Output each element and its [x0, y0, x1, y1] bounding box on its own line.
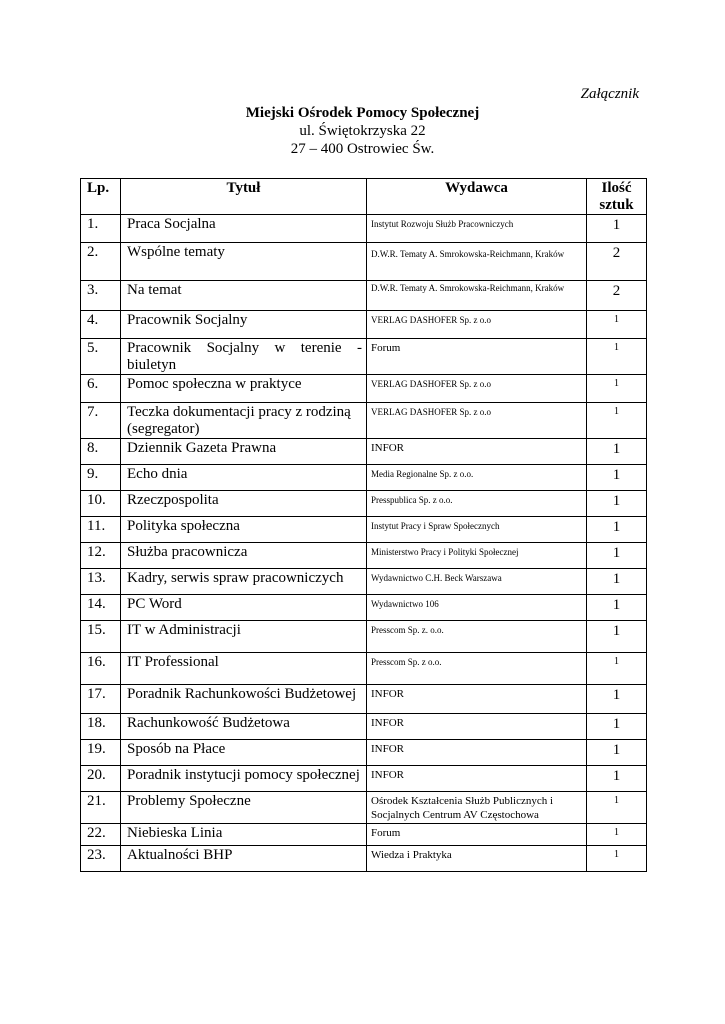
row-number: 13. [81, 569, 121, 595]
row-quantity: 1 [587, 740, 647, 766]
table-row [81, 439, 647, 465]
row-quantity: 1 [587, 595, 647, 621]
annex-label: Załącznik [580, 86, 639, 102]
row-number: 6. [81, 375, 121, 403]
row-number: 5. [81, 339, 121, 375]
row-title: PC Word [121, 595, 367, 621]
row-publisher: Media Regionalne Sp. z o.o. [367, 465, 587, 491]
row-number: 3. [81, 281, 121, 311]
row-title: IT w Administracji [121, 621, 367, 653]
table-row [81, 766, 647, 792]
row-title: Sposób na Płace [121, 740, 367, 766]
row-quantity: 1 [587, 339, 647, 375]
table-row [81, 685, 647, 714]
column-header-publisher: Wydawca [367, 179, 587, 215]
row-publisher: VERLAG DASHOFER Sp. z o.o [367, 311, 587, 339]
row-publisher: Wydawnictwo 106 [367, 595, 587, 621]
table-row [81, 824, 647, 846]
table-row [81, 375, 647, 403]
row-quantity: 1 [587, 685, 647, 714]
row-quantity: 2 [587, 281, 647, 311]
row-publisher: INFOR [367, 740, 587, 766]
row-quantity: 1 [587, 653, 647, 685]
row-publisher: Instytut Pracy i Spraw Społecznych [367, 517, 587, 543]
row-number: 18. [81, 714, 121, 740]
row-quantity: 1 [587, 824, 647, 846]
table-row [81, 595, 647, 621]
row-title: Praca Socjalna [121, 215, 367, 243]
table-header-row [81, 179, 647, 215]
row-publisher: INFOR [367, 439, 587, 465]
row-title: Rachunkowość Budżetowa [121, 714, 367, 740]
row-title: Na temat [121, 281, 367, 311]
row-number: 23. [81, 846, 121, 872]
row-number: 2. [81, 243, 121, 281]
row-title [121, 339, 367, 375]
row-quantity: 1 [587, 517, 647, 543]
quantity-header-line1: Ilość [601, 180, 632, 196]
row-number: 15. [81, 621, 121, 653]
city-address: 27 – 400 Ostrowiec Św. [290, 141, 435, 157]
row-quantity: 1 [587, 375, 647, 403]
row-number: 22. [81, 824, 121, 846]
table-row [81, 311, 647, 339]
row-number: 11. [81, 517, 121, 543]
table-row [81, 491, 647, 517]
column-header-title: Tytuł [121, 179, 367, 215]
row-title: Problemy Społeczne [121, 792, 367, 824]
row-number: 12. [81, 543, 121, 569]
row-title: Kadry, serwis spraw pracowniczych [121, 569, 367, 595]
row-publisher: Presscom Sp. z. o.o. [367, 621, 587, 653]
row-quantity: 1 [587, 543, 647, 569]
table-row [81, 215, 647, 243]
row-number: 8. [81, 439, 121, 465]
row-number: 7. [81, 403, 121, 439]
table-row [81, 740, 647, 766]
row-publisher: Wydawnictwo C.H. Beck Warszawa [367, 569, 587, 595]
table-row [81, 465, 647, 491]
row-quantity: 1 [587, 714, 647, 740]
table-row [81, 281, 647, 311]
row-title: Pomoc społeczna w praktyce [121, 375, 367, 403]
row-number: 9. [81, 465, 121, 491]
row-title: Służba pracownicza [121, 543, 367, 569]
row-title: Teczka dokumentacji pracy z rodziną (segregator) [121, 403, 367, 439]
row-quantity: 1 [587, 792, 647, 824]
row-title: Echo dnia [121, 465, 367, 491]
row-quantity: 1 [587, 403, 647, 439]
row-quantity: 1 [587, 439, 647, 465]
row-publisher: VERLAG DASHOFER Sp. z o.o [367, 403, 587, 439]
row-title: Niebieska Linia [121, 824, 367, 846]
row-number: 4. [81, 311, 121, 339]
row-quantity: 1 [587, 311, 647, 339]
row-quantity: 1 [587, 491, 647, 517]
row-quantity: 2 [587, 243, 647, 281]
table-row [81, 243, 647, 281]
table-row [81, 403, 647, 439]
row-quantity: 1 [587, 621, 647, 653]
table-row [81, 653, 647, 685]
publications-table [80, 178, 647, 872]
table-row [81, 339, 647, 375]
row-title: Rzeczpospolita [121, 491, 367, 517]
row-publisher: Wiedza i Praktyka [367, 846, 587, 872]
row-number: 16. [81, 653, 121, 685]
row-number: 1. [81, 215, 121, 243]
column-header-lp: Lp. [81, 179, 121, 215]
table-row [81, 621, 647, 653]
document-header [0, 104, 725, 158]
table-row [81, 517, 647, 543]
row-title: Dziennik Gazeta Prawna [121, 439, 367, 465]
row-number: 21. [81, 792, 121, 824]
row-number: 17. [81, 685, 121, 714]
row-title: IT Professional [121, 653, 367, 685]
row-quantity: 1 [587, 846, 647, 872]
row-number: 10. [81, 491, 121, 517]
quantity-header-line2: sztuk [599, 197, 634, 213]
row-title: Pracownik Socjalny [121, 311, 367, 339]
row-title: Aktualności BHP [121, 846, 367, 872]
row-publisher: INFOR [367, 714, 587, 740]
column-header-quantity [587, 179, 647, 215]
table-row [81, 792, 647, 824]
row-publisher: D.W.R. Tematy A. Smrokowska-Reichmann, Kraków [367, 281, 587, 311]
row-number: 14. [81, 595, 121, 621]
row-title: Wspólne tematy [121, 243, 367, 281]
row-quantity: 1 [587, 215, 647, 243]
row-number: 19. [81, 740, 121, 766]
row-title: Poradnik instytucji pomocy społecznej [121, 766, 367, 792]
row-publisher: VERLAG DASHOFER Sp. z o.o [367, 375, 587, 403]
row-publisher: INFOR [367, 685, 587, 714]
organization-name: Miejski Ośrodek Pomocy Społecznej [245, 105, 480, 121]
row-publisher: D.W.R. Tematy A. Smrokowska-Reichmann, Kraków [367, 243, 587, 281]
row-title: Polityka społeczna [121, 517, 367, 543]
table-row [81, 569, 647, 595]
row-publisher: Presspublica Sp. z o.o. [367, 491, 587, 517]
row-publisher: Presscom Sp. z o.o. [367, 653, 587, 685]
row-publisher: Ministerstwo Pracy i Polityki Społecznej [367, 543, 587, 569]
row-number: 20. [81, 766, 121, 792]
table-row [81, 714, 647, 740]
row-publisher: Forum [367, 824, 587, 846]
row-title: Poradnik Rachunkowości Budżetowej [121, 685, 367, 714]
table-row [81, 543, 647, 569]
row-quantity: 1 [587, 465, 647, 491]
row-publisher: INFOR [367, 766, 587, 792]
row-publisher: Ośrodek Kształcenia Służb Publicznych i Socjalnych Centrum AV Częstochowa [367, 792, 587, 824]
street-address: ul. Świętokrzyska 22 [299, 123, 426, 139]
row-quantity: 1 [587, 569, 647, 595]
row-publisher: Instytut Rozwoju Służb Pracowniczych [367, 215, 587, 243]
row-title-text: Pracownik Socjalny w terenie - biuletyn [127, 340, 362, 373]
row-quantity: 1 [587, 766, 647, 792]
row-publisher: Forum [367, 339, 587, 375]
table-row [81, 846, 647, 872]
